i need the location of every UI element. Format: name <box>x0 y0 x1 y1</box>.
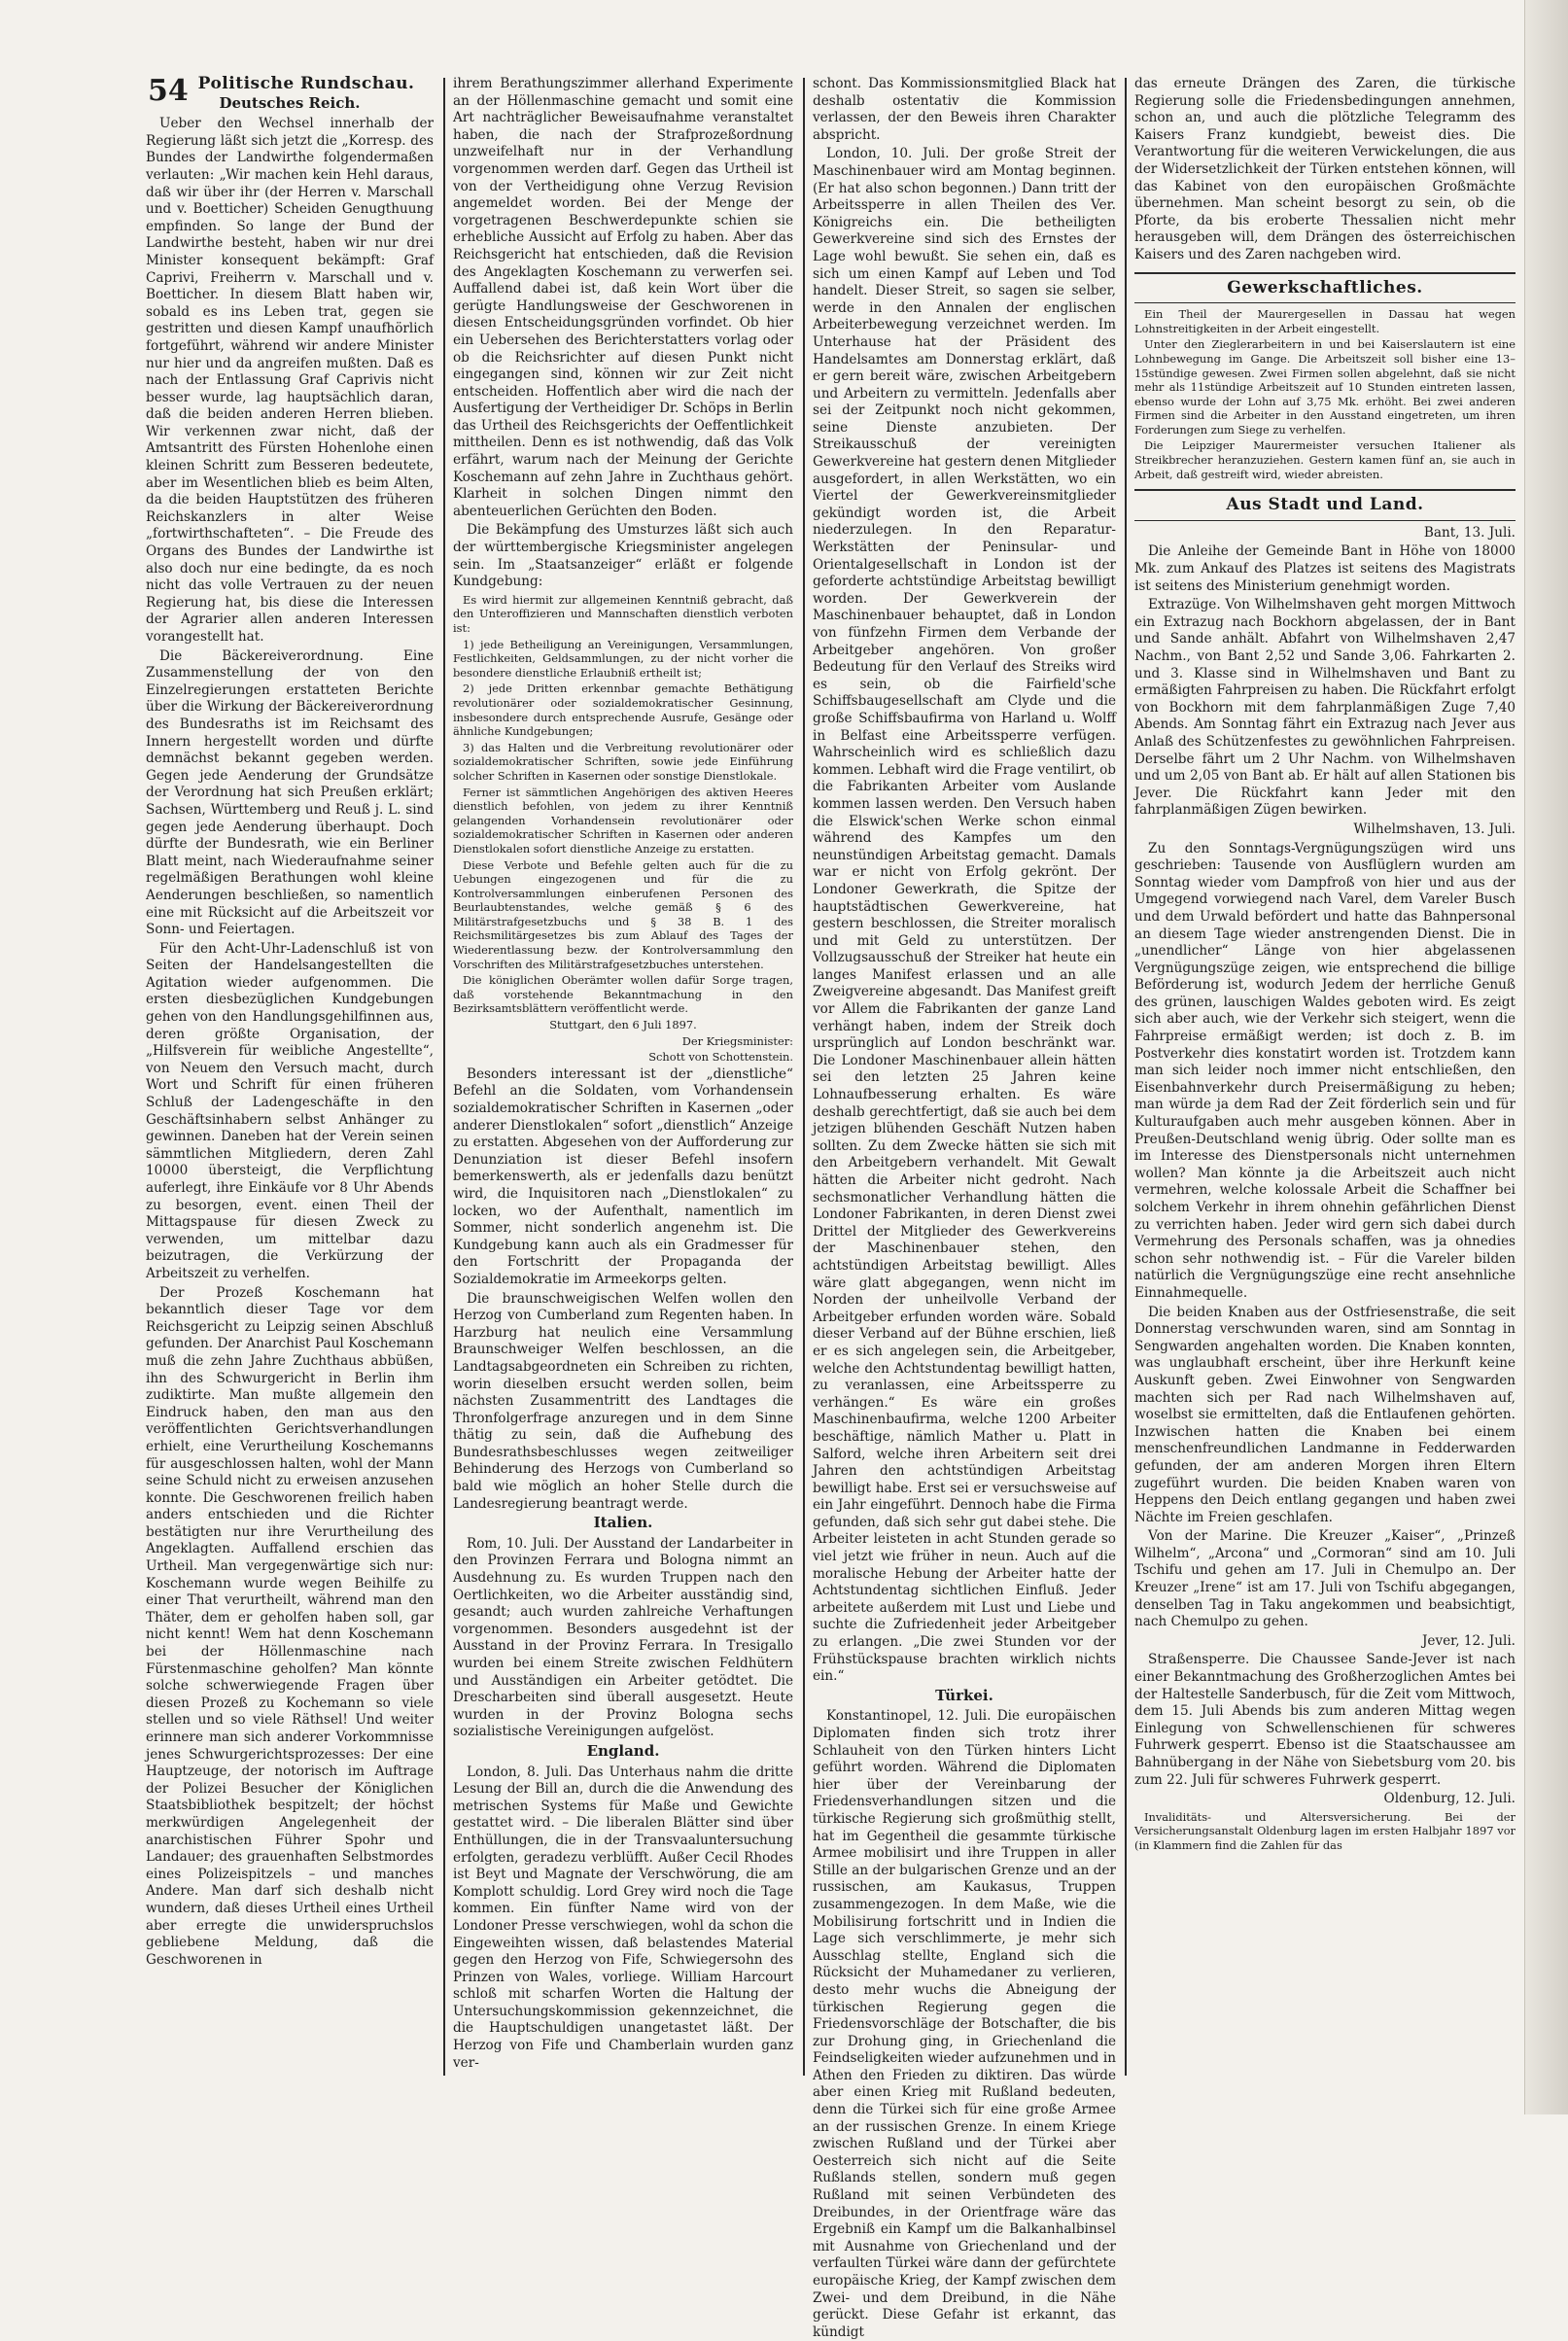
oldenburg-text <box>1134 1810 1516 1853</box>
article-paragraph: schont. Das Kommissionsmitglied Black hat deshalb ostentativ die Kommission verlassen, der den Beweis ihren Charakter abspricht. <box>813 76 1116 143</box>
news-paragraph: Extrazüge. Von Wilhelmshaven geht morgen Mittwoch ein Extrazug nach Bockhorn abgelassen, der in Bant und Sande anhält. Abfahrt von Wilhelmshaven 2,47 Nachm., von Bant 2,52 und Sande 3,06. Fahrkarten 2. und 3. Klasse sind in Wilhelmshaven und Bant zu ermäßigten Fahrpreisen zu haben. Die Rückfahrt erfolgt von Bockhorn mit dem fahrplanmäßigen Zuge 7,40 Abends. Am Sonntag fährt ein Extrazug nach Jever aus Anlaß des Schützenfestes zu gewöhnlichen Fahrpreisen. Derselbe fährt um 2 Uhr Nachm. von Wilhelmshaven und um 2,05 von Bant ab. Er hält auf allen Stationen bis Jever. Die Rückfahrt kann Jeder mit den fahrplanmäßigen Zügen bewirken. <box>1134 597 1516 819</box>
article-paragraph: Die braunschweigischen Welfen wollen den Herzog von Cumberland zum Regenten haben. In Harzburg hat neulich eine Versammlung Braunschweiger Welfen beschlossen, an die Landtagsabgeordneten ein Schreiben zu richten, worin dieselben ersucht werden sollen, beim nächsten Zusammentritt des Landtages die Thronfolgerfrage anzuregen und in dem Sinne thätig zu sein, daß die Aufhebung des Bundesrathsbeschlusses wegen zeitweiliger Behinderung des Herzogs von Cumberland so bald wie möglich an hoher Stelle durch die Landesregierung beantragt werde. <box>453 1290 793 1512</box>
dateline: Bant, 13. Juli. <box>1423 524 1516 541</box>
news-paragraph: Straßensperre. Die Chaussee Sande-Jever ist nach einer Bekanntmachung des Großherzoglichen Amtes bei der Haltestelle Sanderbusch, für die Zeit vom Mittwoch, dem 15. Juli Abends bis zum anderen Mittag wegen Einlegung von Schwellenschienen für schweres Fuhrwerk gesperrt. Ebenso ist die Staatschaussee am Bahnübergang in der Nähe von Siebetsburg vom 20. bis zum 22. Juli für schweres Fuhrwerk gesperrt. <box>1134 1652 1516 1788</box>
column-rule <box>1125 78 1127 2076</box>
gewerkschaftliches-text <box>1134 307 1516 481</box>
article-paragraph: das erneute Drängen des Zaren, die türkische Regierung solle die Friedensbedingungen annehmen, schon an, und auch die plötzliche Telegramm des Kaisers Franz kundgiebt, beweist dies. Die Verantwortung für die weiteren Verwickelungen, die aus der Widersetzlichkeit der Türken entstehen können, will das Kabinet von den europäischen Großmächte übernehmen. Man scheint besorgt zu sein, ob die Pforte, da bis eroberte Thessalien nicht mehr herausgeben will, dem Drängen des österreichischen Kaisers und des Zaren nachgeben wird. <box>1134 76 1516 262</box>
column-4 <box>1134 76 1516 2098</box>
section-heading-gewerkschaftliches: Gewerkschaftliches. <box>1227 277 1423 297</box>
article-paragraph: Besonders interessant ist der „dienstliche“ Befehl an die Soldaten, vom Vorhandensein sozialdemokratischer Schriften in Kasernen „oder anderer Dienstlokalen“ sofort „dienstlich“ Anzeige zu erstatten. Abgesehen von der Aufforderung zur Denunziation ist dieser Befehl insofern bemerkenswerth, als er jedenfalls dazu benützt wird, die Inquisitoren nach „Dienstlokalen“ zu locken, wo der Aufenthalt, namentlich im Sommer, nicht sonderlich angenehm ist. Die Kundgebung kann auch als ein Gradmesser für den Fortschritt der Propaganda der Sozialdemokratie im Armeekorps gelten. <box>453 1066 793 1287</box>
page-number: 54 <box>148 74 189 108</box>
news-paragraph: Zu den Sonntags-Vergnügungszügen wird uns geschrieben: Tausende von Ausflüglern wurden am Sonntag wieder vom Dampfroß von hier und aus der Umgegend vorwiegend nach Varel, dem Vareler Busch und dem Urwald befördert und hatte das Bahnpersonal an diesem Tage wieder anstrengenden Dienst. Die in „unendlicher“ Länge von hier abgelassenen Vergnügungszüge zeigen, wie entsprechend die billige Beförderung ist, wodurch Jedem der herrliche Genuß des grünen, lauschigen Waldes geboten wird. Es zeigt sich aber auch, wie der Verkehr sich steigert, wenn die Fahrpreise ermäßigt werden; ist doch z. B. im Postverkehr dies konstatirt worden ist. Trotzdem kann man sich leider noch immer nicht entschließen, den Eisenbahnverkehr durch Preisermäßigung zu heben; man würde ja dem Rad der Zeit förderlich sein und für Kulturaufgaben auch mehr ausgeben können. Aber in Preußen-Deutschland wenig übrig. Oder sollte man es im Interesse des Dienstpersonals nicht unternehmen wollen? Man könnte ja die Arbeitszeit auch nicht vermehren, welche kolossale Arbeit die Schaffner bei solchem Verkehr in ihrem ohnehin gefährlichen Dienst zu verrichten haben. Jeder wird gern sich dabei durch Vermehrung des Personals schaffen, was ja ohnedies schon sehr nothwendig ist. – Für die Vareler bilden natürlich die Vergnügungszüge eine recht ansehnliche Einnahmequelle. <box>1134 840 1516 1301</box>
article-paragraph: Rom, 10. Juli. Der Ausstand der Landarbeiter in den Provinzen Ferrara und Bologna nimmt an Ausdehnung zu. Es wurden Truppen nach den Oertlichkeiten, wo die Arbeiter ausständig sind, gesandt; auch wurden zahlreiche Verhaftungen vorgenommen. Besonders ausgedehnt ist der Ausstand in der Provinz Ferrara. In Tresigallo wurden bei einem Streite zwischen Feldhütern und Ausständigen ein Arbeiter getödtet. Die Drescharbeiten sind überall ausgesetzt. Heute wurden in der Provinz Bologna sechs sozialistische Vereinigungen aufgelöst. <box>453 1535 793 1740</box>
news-paragraph: Die Leipziger Maurermeister versuchen Italiener als Streikbrecher heranzuziehen. Gestern kamen fünf an, sie auch in Arbeit, daß gestreift wird, wieder abreisten. <box>1134 438 1516 481</box>
decree-paragraph: Ferner ist sämmtlichen Angehörigen des aktiven Heeres dienstlich befohlen, von jedem zu ihrer Kenntniß gelangenden Vorhandensein revolutionärer oder sozialdemokratischer Schriften in Kasernen oder anderen Dienstlokalen sofort dienstliche Anzeige zu erstatten. <box>453 785 793 856</box>
news-paragraph: Ein Theil der Maurergesellen in Dassau hat wegen Lohnstreitigkeiten in der Arbeit eingestellt. <box>1134 307 1516 335</box>
article-paragraph: Konstantinopel, 12. Juli. Die europäischen Diplomaten finden sich trotz ihrer Schlauheit von den Türken hinters Licht geführt worden. Während die Diplomaten hier über der Vereinbarung der Friedensverhandlungen sitzen und die türkische Regierung sich großmüthig stellt, hat im Gegentheil die gesammte türkische Armee mobilisirt und ihre Truppen in aller Stille an der bulgarischen Grenze und an der russischen, am Kaukasus, Truppen zusammengezogen. In dem Maße, wie die Mobilisirung fortschritt und in Indien die Lage sich verschlimmerte, je mehr sich Ausschlag stellte, England sich die Rücksicht der Muhamedaner zu verlieren, desto mehr wuchs die Abneigung der türkischen Regierung gegen die Friedensvorschläge der Botschafter, die bis zur Drohung ging, in Griechenland die Feindseligkeiten wieder aufzunehmen und in Athen den Frieden zu diktiren. Das würde aber einen Krieg mit Rußland bedeuten, denn die Türkei sich für eine große Armee an der russischen Grenze. In einem Kriege zwischen Rußland und der Türkei aber Oesterreich sich nicht auf die Seite Rußlands stellen, sondern muß gegen Rußland mit seinen Verbündeten des Dreibundes, in der Orientfrage wäre das Ergebniß ein Kampf um die Balkanhalbinsel mit Ausnahme von Griechenland und der verfaulten Türkei wäre dann der gefürchtete europäische Krieg, der Kampf zwischen dem Zwei- und dem Dreibund, in die Nähe gerückt. Diese Gefahr ist erkannt, das kündigt <box>813 1708 1116 2340</box>
subheading-deutsches-reich: Deutsches Reich. <box>219 93 361 112</box>
decree-signature: Schott von Schottenstein. <box>648 1050 793 1065</box>
column-3 <box>813 76 1116 2340</box>
decree-place: Stuttgart, den 6 Juli 1897. <box>549 1018 697 1032</box>
subheading-england: England. <box>586 1741 660 1760</box>
article-paragraph: London, 8. Juli. Das Unterhaus nahm die dritte Lesung der Bill an, durch die die Anwendung des metrischen Systems für Maße und Gewichte gestattet wird. – Die liberalen Blätter sind über Enthüllungen, die in der Transvaaluntersuchung erfolgten, geradezu verblüfft. Außer Cecil Rhodes ist Beyt und Magnate der Verschwörung, die am Komplott schuldig. Lord Grey wird noch die Tage kommen. Ein fünfter Name wird von der Londoner Presse verschwiegen, wohl da schon die Eingeweihten wissen, daß belastendes Material gegen den Herzog von Fife, Schwiegersohn des Prinzen von Wales, vorliege. William Harcourt schloß mit scharfen Worten die Haltung der Untersuchungskommission gekennzeichnet, die die Hauptschuldigen unangetastet läßt. Der Herzog von Fife und Chamberlain wurden ganz ver- <box>453 1764 793 2071</box>
column-rule <box>803 78 805 2076</box>
subheading-italien: Italien. <box>593 1514 653 1532</box>
decree-paragraph: Die königlichen Oberämter wollen dafür Sorge tragen, daß vorstehende Bekanntmachung in den Bezirksamtsblättern veröffentlicht werde. <box>453 973 793 1016</box>
article-paragraph: ihrem Berathungszimmer allerhand Experimente an der Höllenmaschine gemacht und somit eine Art nachträglicher Beweisaufnahme veranstaltet haben, die nach der Strafprozeßordnung unzweifelhaft nur in der Verhandlung vorgenommen werden darf. Gegen das Urtheil ist von der Vertheidigung ohne Verzug Revision angemeldet worden. Bei der Menge der vorgetragenen Beschwerdepunkte schien sie erhebliche Aussicht auf Erfolg zu haben. Aber das Reichsgericht hat entschieden, daß die Revision des Angeklagten Koschemann zu verwerfen sei. Auffallend dabei ist, daß kein Wort über die gerügte Handlungsweise der Geschworenen in diesen Entscheidungsgründen vorfindet. Ob hier ein Uebersehen des Berichterstatters vorlag oder ob die Reichsrichter auf diesen Punkt nicht eingegangen sind, können wir zur Zeit nicht entscheiden. Hoffentlich aber wird die nach der Ausfertigung der Vertheidiger Dr. Schöps in Berlin das Urtheil des Reichsgerichts der Oeffentlichkeit mittheilen. Denn es ist nothwendig, daß das Volk erfährt, warum nach der Meinung der Gerichte Koschemann auf zehn Jahre in Zuchthaus gehört. Klarheit in solchen Dingen nimmt den abenteuerlichen Gerüchten den Boden. <box>453 76 793 519</box>
article-paragraph: London, 10. Juli. Der große Streit der Maschinenbauer wird am Montag beginnen. (Er hat also schon begonnen.) Dann tritt der Arbeitssperre in allen Theilen des Ver. Königreichs ein. Die betheiligten Gewerkvereine sind sich des Ernstes der Lage wohl bewußt. Sie sehen ein, daß es sich um einen Kampf auf Leben und Tod handelt. Dieser Streit, so sagen sie selber, werde in den Annalen der englischen Arbeiterbewegung verzeichnet werden. Im Unterhause hat der Präsident des Handelsamtes am Donnerstag erklärt, daß er gern bereit wäre, zwischen Arbeitgebern und Arbeitern zu vermitteln. Jedenfalls aber sei der Zeitpunkt noch nicht gekommen, seine Dienste anzubieten. Der Streikausschuß der vereinigten Gewerkvereine hat gestern denen Mitglieder ausgefordert, in allen Werkstätten, wo ein Viertel der Gewerkvereinsmitglieder gekündigt worden ist, die Arbeit niederzulegen. In den Reparatur-Werkstätten der Peninsular- und Orientalgesellschaft in London ist der geforderte achtstündige Arbeitstag bewilligt worden. Der Gewerkverein der Maschinenbauer behauptet, daß in London von fünfzehn Firmen dem Verbande der Arbeitgeber angehören. Von großer Bedeutung für den Verlauf des Streiks wird es sein, ob die Fairfield'sche Schiffsbaugesellschaft am Clyde und die große Schiffsbaufirma von Harland u. Wolff in Belfast eine Arbeitssperre verfügen. Wahrscheinlich wird es schließlich dazu kommen. Lebhaft wird die Frage ventilirt, ob die Fabrikanten Arbeiter vom Auslande kommen lassen werden. Den Versuch haben die Elswick'schen Werke schon einmal während des Kampfes um den neunstündigen Arbeitstag gemacht. Damals war er nicht von Erfolg gekrönt. Der Londoner Gewerkrath, die Spitze der hauptstädtischen Gewerkvereine, hat gestern beschlossen, die Streiter moralisch und mit Geld zu unterstützen. Der Vollzugsausschuß der Streiker hat heute ein langes Manifest erlassen und an alle Zweigvereine abgesandt. Das Manifest greift vor Allem die Fabrikanten der ganze Land verhängt haben, indem der Streik doch ursprünglich auf London beschränkt war. Die Londoner Maschinenbauer allein hätten sei den letzten 25 Jahren keine Lohnaufbesserung erhalten. Es wäre deshalb gerechtfertigt, daß sie auch bei dem jetzigen blühenden Geschäft Nutzen haben sollten. Zu dem Zwecke hätten sie sich mit den Arbeitgebern verhandelt. Mit Gewalt hätten die Arbeiter nicht gedroht. Nach sechsmonatlicher Verhandlung hätten die Londoner Fabrikanten, in deren Dienst zwei Drittel der Mitglieder des Gewerkvereins der Maschinenbauer stehen, den achtstündigen Arbeitstag bewilligt. Alles wäre glatt abgegangen, wenn nicht im Norden der unheilvolle Verband der Arbeitgeber erfunden worden wäre. Sobald dieser Verband auf der Bühne erschien, ließ er es sich angelegen sein, die Arbeitgeber, welche den Achtstundentag bewilligt hatten, zu veranlassen, eine Arbeitssperre zu verhängen.“ Es wäre ein großes Maschinenbaufirma, welche 1200 Arbeiter beschäftige, nämlich Mather u. Platt in Salford, welche ihren Arbeitern seit drei Jahren den achtstündigen Arbeitstag bewilligt habe. Erst sei er versuchsweise auf ein Jahr eingeführt. Dennoch habe die Firma gefunden, daß sich sehr gut dabei stehe. Die Arbeiter leisteten in acht Stunden gerade so viel jetzt wie früher in neun. Auch auf die moralische Hebung der Arbeiter hatte der Achtstundentag sichtlichen Einfluß. Jeder arbeitete außerdem mit Lust und Liebe und suchte die Zufriedenheit jeder Arbeitgeber zu erlangen. „Die zwei Stunden vor der Frühstückspause brachten wirklich nichts ein.“ <box>813 146 1116 1685</box>
section-heading-politische-rundschau: Politische Rundschau. <box>197 74 415 93</box>
article-paragraph: Ueber den Wechsel innerhalb der Regierung läßt sich jetzt die „Korresp. des Bundes der Landwirthe folgendermaßen verlauten: „Wir machen kein Hehl daraus, daß wir über ihr (der Herren v. Marschall und v. Boetticher) Scheiden Genugthuung empfinden. So lange der Bund der Landwirthe besteht, haben wir nur drei Minister konsequent bekämpft: Graf Caprivi, Freiherrn v. Marschall und v. Boetticher. In diesem Blatt haben wir, sobald es ins Leben trat, gegen sie gestritten und diesen Kampf unaufhörlich fortgeführt, während wir andere Minister nur hier und da angreifen mußten. Daß es nach der Entlassung Graf Caprivis nicht besser wurde, lag hauptsächlich daran, daß die beiden anderen Herren blieben. Wir verkennen zwar nicht, daß der Amtsantritt des Fürsten Hohenlohe einen kleinen Schritt zum Besseren bedeutete, aber im Wesentlichen blieb es beim Alten, da die beiden Hauptstützen des früheren Reichskanzlers in alter Weise „fortwirthschafteten“. – Die Freude des Organs des Bundes der Landwirthe ist also doch nur eine bedingte, da es noch nicht das volle Vertrauen zu der neuen Regierung hat, bis diese die Interessen der Agrarier allen anderen Interessen vorangestellt hat. <box>146 116 434 645</box>
column-1 <box>146 76 434 2098</box>
dateline: Wilhelmshaven, 13. Juli. <box>1353 821 1516 837</box>
decree-paragraph: Es wird hiermit zur allgemeinen Kenntniß gebracht, daß den Unteroffizieren und Mannschaften dienstlich verboten ist: <box>453 592 793 635</box>
decree-paragraph: Diese Verbote und Befehle gelten auch für die zu Uebungen eingezogenen und für die zu Kontrolversammlungen einberufenen Personen des Beurlaubtenstandes, welche gemäß § 6 des Militärstrafgesetzbuchs und § 38 B. 1 des Reichsmilitärgesetzes bis zum Ablauf des Tages der Wiederentlassung bezw. der Kontrolversammlung den Vorschriften des Militärstrafgesetzbuches unterstehen. <box>453 857 793 971</box>
decree-text <box>453 593 793 1016</box>
article-paragraph: Für den Acht-Uhr-Ladenschluß ist von Seiten der Handelsangestellten die Agitation wieder aufgenommen. Die ersten diesbezüglichen Kundgebungen gehen von den Handlungsgehilfinnen aus, deren größte Organisation, der „Hilfsverein für weibliche Angestellte“, von Neuem den Versuch macht, durch Wort und Schrift für einen früheren Schluß der Ladengeschäfte in den Geschäftsinhabern selbst Anhänger zu gewinnen. Daneben hat der Verein seinen sämmtlichen Mitgliedern, deren Zahl 10000 übersteigt, die Verpflichtung auferlegt, ihre Einkäufe vor 8 Uhr Abends zu besorgen, event. einen Theil der Mittagspause für diesen Zweck zu verwenden, um mittelbar dazu beizutragen, die Verkürzung der Arbeitszeit zu verhelfen. <box>146 940 434 1281</box>
news-paragraph: Die Anleihe der Gemeinde Bant in Höhe von 18000 Mk. zum Ankauf des Platzes ist seitens des Magistrats ist seitens des Ministerium genehmigt worden. <box>1134 543 1516 594</box>
news-paragraph: Unter den Zieglerarbeitern in und bei Kaiserslautern ist eine Lohnbewegung im Gange. Die Arbeitszeit soll bisher eine 13–15stündige gewesen. Zwei Firmen sollen abgelehnt, daß sie nicht mehr als 11stündige Arbeitszeit auf 10 Stunden eintreten lassen, ebenso wurde der Lohn auf 3,75 Mk. erhöht. Bei zwei anderen Firmen sind die Arbeiter in den Ausstand eingetreten, um ihren Forderungen zum Siege zu verhelfen. <box>1134 337 1516 437</box>
section-heading-aus-stadt-und-land: Aus Stadt und Land. <box>1226 495 1424 515</box>
article-paragraph: Der Prozeß Koschemann hat bekanntlich dieser Tage vor dem Reichsgericht zu Leipzig seinen Abschluß gefunden. Der Anarchist Paul Koschemann muß die zehn Jahre Zuchthaus abbüßen, ihn des Schwurgericht in Berlin ihm zudiktirte. Man mußte allgemein den Eindruck haben, den man aus den veröffentlichten Gerichtsverhandlungen erhielt, eine Verurtheilung Koschemanns für ausgeschlossen halten, wohl der Mann seine Schuld nicht zu erweisen anzusehen konnte. Die Geschworenen freilich haben anders entschieden und die Richter bestätigten nur ihre Verurtheilung des Angeklagten. Auffallend erschien das Urtheil. Man vergegenwärtige sich nur: Koschemann wurde wegen Beihilfe zu einer That verurtheilt, während man den Thäter, dem er geholfen haben soll, gar nicht kennt! Wem hat denn Koschemann bei der Höllenmaschine nach Fürstenmaschine geholfen? Man könnte solche schwerwiegende Fragen über diesen Prozeß zu Kochemann so viele stellen und so viele Räthsel! Und weiter erinnere man sich anderer Vorkommnisse jenes Schwurgerichtsprozesses: Der eine Hauptzeuge, der notorisch im Auftrage der Polizei Besucher der Königlichen Staatsbibliothek bespitzelt; der höchst merkwürdigen Angelegenheit der anarchistischen Führer Spohr und Landauer; des grauenhaften Selbstmordes eines Polizeispitzels – und manches Andere. Man darf sich deshalb nicht wundern, daß dieses Urtheil eines Urtheil aber erregte die unwiderspruchslos gebliebene Meldung, daß die Geschworenen in <box>146 1284 434 1968</box>
decree-paragraph: 2) jede Dritten erkennbar gemachte Bethätigung revolutionärer oder sozialdemokratischer Gesinnung, insbesondere durch entsprechende Ausrufe, Gesänge oder ähnliche Kundgebungen; <box>453 681 793 739</box>
dateline: Oldenburg, 12. Juli. <box>1383 1791 1516 1807</box>
article-paragraph: Die Bäckereiverordnung. Eine Zusammenstellung der von den Einzelregierungen erstatteten Berichte über die Wirkung der Bäckereiverordnung des Bundesraths ist im Reichsamt des Innern hergestellt worden und dürfte demnächst bekannt gegeben werden. Gegen jede Aenderung der Grundsätze der Verordnung hat sich Preußen erklärt; Sachsen, Württemberg und Reuß j. L. sind gegen jede Aenderung überhaupt. Doch dürfte der Bundesrath, wie ein Berliner Blatt meint, nach Wiederaufnahme seiner regelmäßigen Berathungen wohl kleine Aenderungen beschließen, so namentlich eine mit Rücksicht auf die Arbeitszeit vor Sonn- und Feiertagen. <box>146 647 434 938</box>
section-box-stadt-und-land <box>1134 489 1516 521</box>
section-box-gewerkschaftliches <box>1134 272 1516 304</box>
news-paragraph: Von der Marine. Die Kreuzer „Kaiser“, „Prinzeß Wilhelm“, „Arcona“ und „Cormoran“ sind am 10. Juli Tschifu und gehen am 17. Juli in Chemulpo an. Der Kreuzer „Irene“ ist am 17. Juli von Tschifu abgegangen, denselben Tag in Taku angekommen und beabsichtigt, nach Chemulpo zu gehen. <box>1134 1528 1516 1630</box>
decree-paragraph: 1) jede Betheiligung an Vereinigungen, Versammlungen, Festlichkeiten, Geldsammlungen, zu der nicht vorher die besondere dienstliche Erlaubniß ertheilt ist; <box>453 637 793 680</box>
news-paragraph: Die beiden Knaben aus der Ostfriesenstraße, die seit Donnerstag verschwunden waren, sind am Sonntag in Sengwarden angehalten worden. Die Knaben konnten, was unglaubhaft erscheint, über ihre Herkunft keine Auskunft geben. Zwei Einwohner von Sengwarden machten sich per Rad nach Wilhelmshaven auf, woselbst sie ermittelten, daß die Entlaufenen gehörten. Inzwischen hatten die Knaben bei einem menschenfreundlichen Landmanne in Fedderwarden gefunden, der am anderen Morgen ihren Eltern zugeführt wurden. Die beiden Knaben waren von Heppens den Deich entlang gegangen und haben zwei Nächte im Freien geschlafen. <box>1134 1304 1516 1525</box>
decree-signature: Der Kriegsminister: <box>681 1033 793 1048</box>
column-2 <box>453 76 793 2098</box>
article-paragraph: Die Bekämpfung des Umsturzes läßt sich auch der württembergische Kriegsminister angelegen sein. Im „Staatsanzeiger“ erläßt er folgende Kundgebung: <box>453 522 793 590</box>
decree-paragraph: 3) das Halten und die Verbreitung revolutionärer oder sozialdemokratischer Schriften, sowie jede Einführung solcher Schriften in Kasernen oder sonstige Dienstlokale. <box>453 740 793 783</box>
dateline: Jever, 12. Juli. <box>1421 1632 1516 1649</box>
page-edge <box>1524 0 1568 2114</box>
news-paragraph: Invaliditäts- und Altersversicherung. Bei der Versicherungsanstalt Oldenburg lagen im ersten Halbjahr 1897 vor (in Klammern find die Zahlen für das <box>1134 1809 1516 1852</box>
column-rule <box>443 78 445 2076</box>
subheading-tuerkei: Türkei. <box>935 1686 993 1704</box>
